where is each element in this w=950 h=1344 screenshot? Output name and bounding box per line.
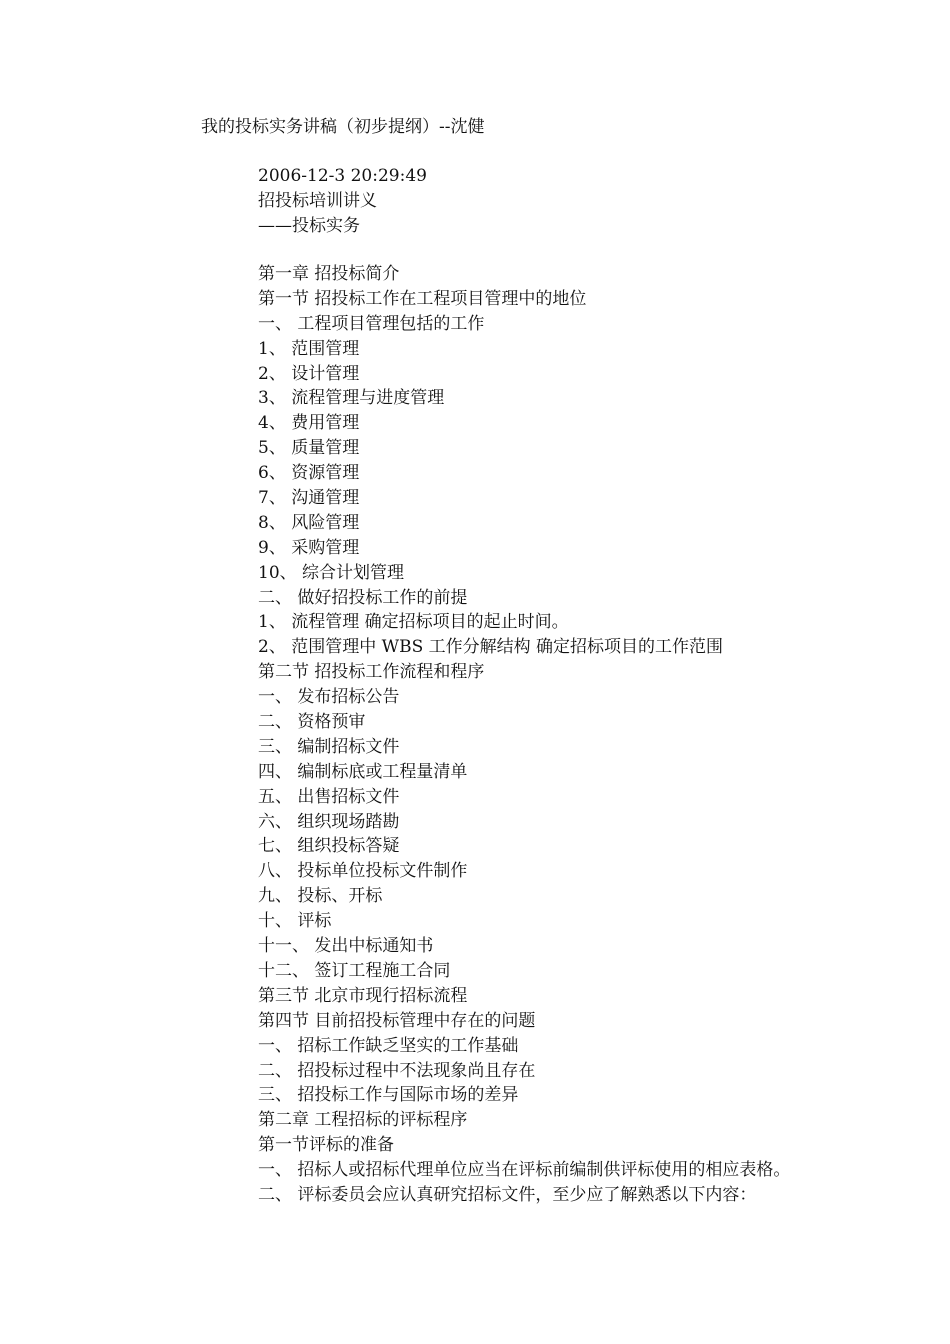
outline-item: 7、 沟通管理: [258, 488, 360, 509]
section-heading: 第一节评标的准备: [258, 1135, 394, 1156]
outline-item: 一、 工程项目管理包括的工作: [258, 313, 485, 334]
outline-item: 1、 流程管理 确定招标项目的起止时间。: [258, 612, 569, 633]
outline-item: 9、 采购管理: [258, 537, 360, 558]
outline-item: 三、 招投标工作与国际市场的差异: [258, 1085, 519, 1106]
outline-item: 6、 资源管理: [258, 463, 360, 484]
outline-item: 八、 投标单位投标文件制作: [258, 861, 468, 882]
outline-item: 九、 投标、开标: [258, 886, 383, 907]
document-datetime: 2006-12-3 20:29:49: [258, 166, 427, 186]
outline-item: 4、 费用管理: [258, 413, 360, 434]
document-title: 我的投标实务讲稿（初步提纲）--沈健: [201, 117, 485, 137]
outline-item: 3、 流程管理与进度管理: [258, 388, 445, 409]
outline-item: 8、 风险管理: [258, 512, 360, 533]
document-header-block: [258, 164, 858, 239]
section-heading: 第四节 目前招投标管理中存在的问题: [258, 1010, 536, 1031]
outline-item: 10、 综合计划管理: [258, 562, 405, 583]
document-outline: [258, 262, 938, 1208]
chapter-heading: 第一章 招投标简介: [258, 264, 400, 284]
outline-item: 二、 做好招投标工作的前提: [258, 587, 468, 608]
section-heading: 第三节 北京市现行招标流程: [258, 985, 468, 1006]
outline-item: 十二、 签订工程施工合同: [258, 960, 451, 981]
outline-item: 二、 招投标过程中不法现象尚且存在: [258, 1060, 536, 1081]
section-heading: 第二节 招投标工作流程和程序: [258, 662, 485, 683]
outline-item: 一、 招标人或招标代理单位应当在评标前编制供评标使用的相应表格。: [258, 1160, 791, 1181]
outline-item: 五、 出售招标文件: [258, 786, 400, 807]
outline-item: 三、 编制招标文件: [258, 736, 400, 757]
section-heading: 第一节 招投标工作在工程项目管理中的地位: [258, 288, 587, 309]
outline-item: 七、 组织投标答疑: [258, 836, 400, 857]
document-subtitle: 招投标培训讲义: [258, 191, 377, 211]
outline-item: 一、 发布招标公告: [258, 687, 400, 708]
outline-item: 二、 评标委员会应认真研究招标文件，至少应了解熟悉以下内容：: [258, 1184, 757, 1205]
outline-item: 1、 范围管理: [258, 338, 360, 359]
outline-item: 十、 评标: [258, 911, 332, 932]
outline-item: 二、 资格预审: [258, 712, 366, 733]
outline-item: 四、 编制标底或工程量清单: [258, 761, 468, 782]
outline-item: 十一、 发出中标通知书: [258, 936, 434, 957]
document-topic: ——投标实务: [258, 216, 360, 236]
outline-item: 一、 招标工作缺乏坚实的工作基础: [258, 1035, 519, 1056]
outline-item: 5、 质量管理: [258, 438, 360, 459]
chapter-heading: 第二章 工程招标的评标程序: [258, 1110, 468, 1131]
outline-item: 2、 设计管理: [258, 363, 360, 384]
outline-item: 2、 范围管理中 WBS 工作分解结构 确定招标项目的工作范围: [258, 637, 724, 658]
outline-item: 六、 组织现场踏勘: [258, 811, 400, 832]
